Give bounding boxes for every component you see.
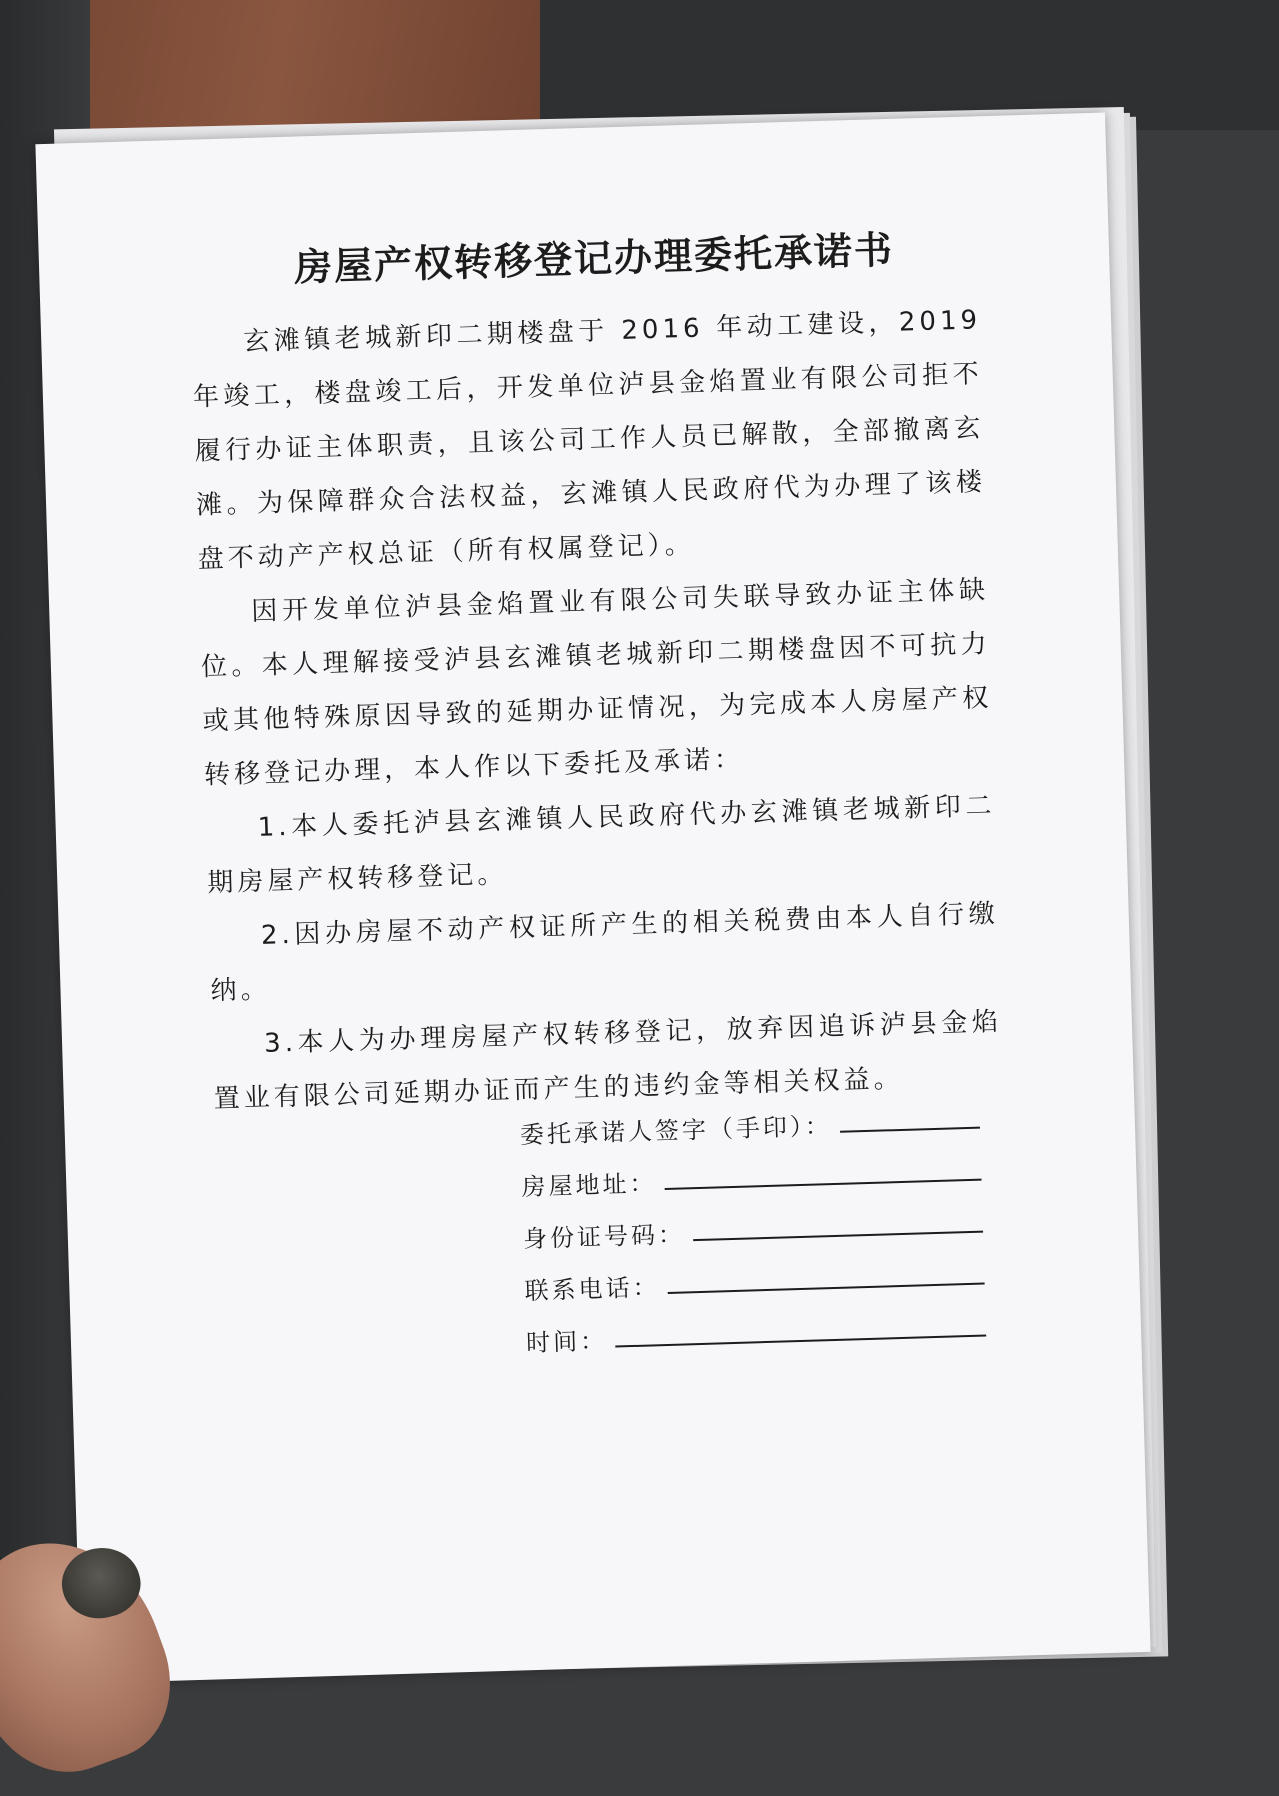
commitment-item-1: 1.本人委托泸县玄滩镇人民政府代办玄滩镇老城新印二期房屋产权转移登记。 [206,791,996,899]
id-number-line [693,1230,983,1242]
id-number-label: 身份证号码： [522,1220,686,1254]
date-line [615,1334,986,1348]
paragraph-commitment-intro: 因开发单位泸县金焰置业有限公司失联导致办证主体缺位。本人理解接受泸县玄滩镇老城新印二期楼盘因不可抗力或其他特殊原因导致的延期办证情况，为完成本人房屋产权转移登记办理，本人作以下委托及承诺： [200,575,993,791]
document-page [35,112,1150,1683]
signature-block [519,1085,987,1359]
signature-label: 委托承诺人签字（手印）： [519,1112,833,1150]
address-label: 房屋地址： [521,1169,657,1202]
phone-line [668,1282,985,1294]
document-title: 房屋产权转移登记办理委托承诺书 [293,226,895,290]
paragraph-background: 玄滩镇老城新印二期楼盘于 2016 年动工建设，2019 年竣工，楼盘竣工后，开发单位泸县金焰置业有限公司拒不履行办证主体职责，且该公司工作人员已解散，全部撤离玄滩。为保障群众合法权益，玄滩镇人民政府代为办理了该楼盘不动产产权总证（所有权属登记）。 [192,305,987,575]
commitment-item-3: 3.本人为办理房屋产权转移登记，放弃因追诉泸县金焰置业有限公司延期办证而产生的违约金等相关权益。 [213,1006,1003,1115]
phone-label: 联系电话： [524,1273,660,1306]
address-line [665,1178,982,1190]
commitment-item-2: 2.因办房屋不动产权证所产生的相关税费由本人自行缴纳。 [210,898,1000,1007]
date-label: 时间： [525,1326,608,1358]
document-content [188,216,1004,1126]
signature-line [840,1126,980,1133]
